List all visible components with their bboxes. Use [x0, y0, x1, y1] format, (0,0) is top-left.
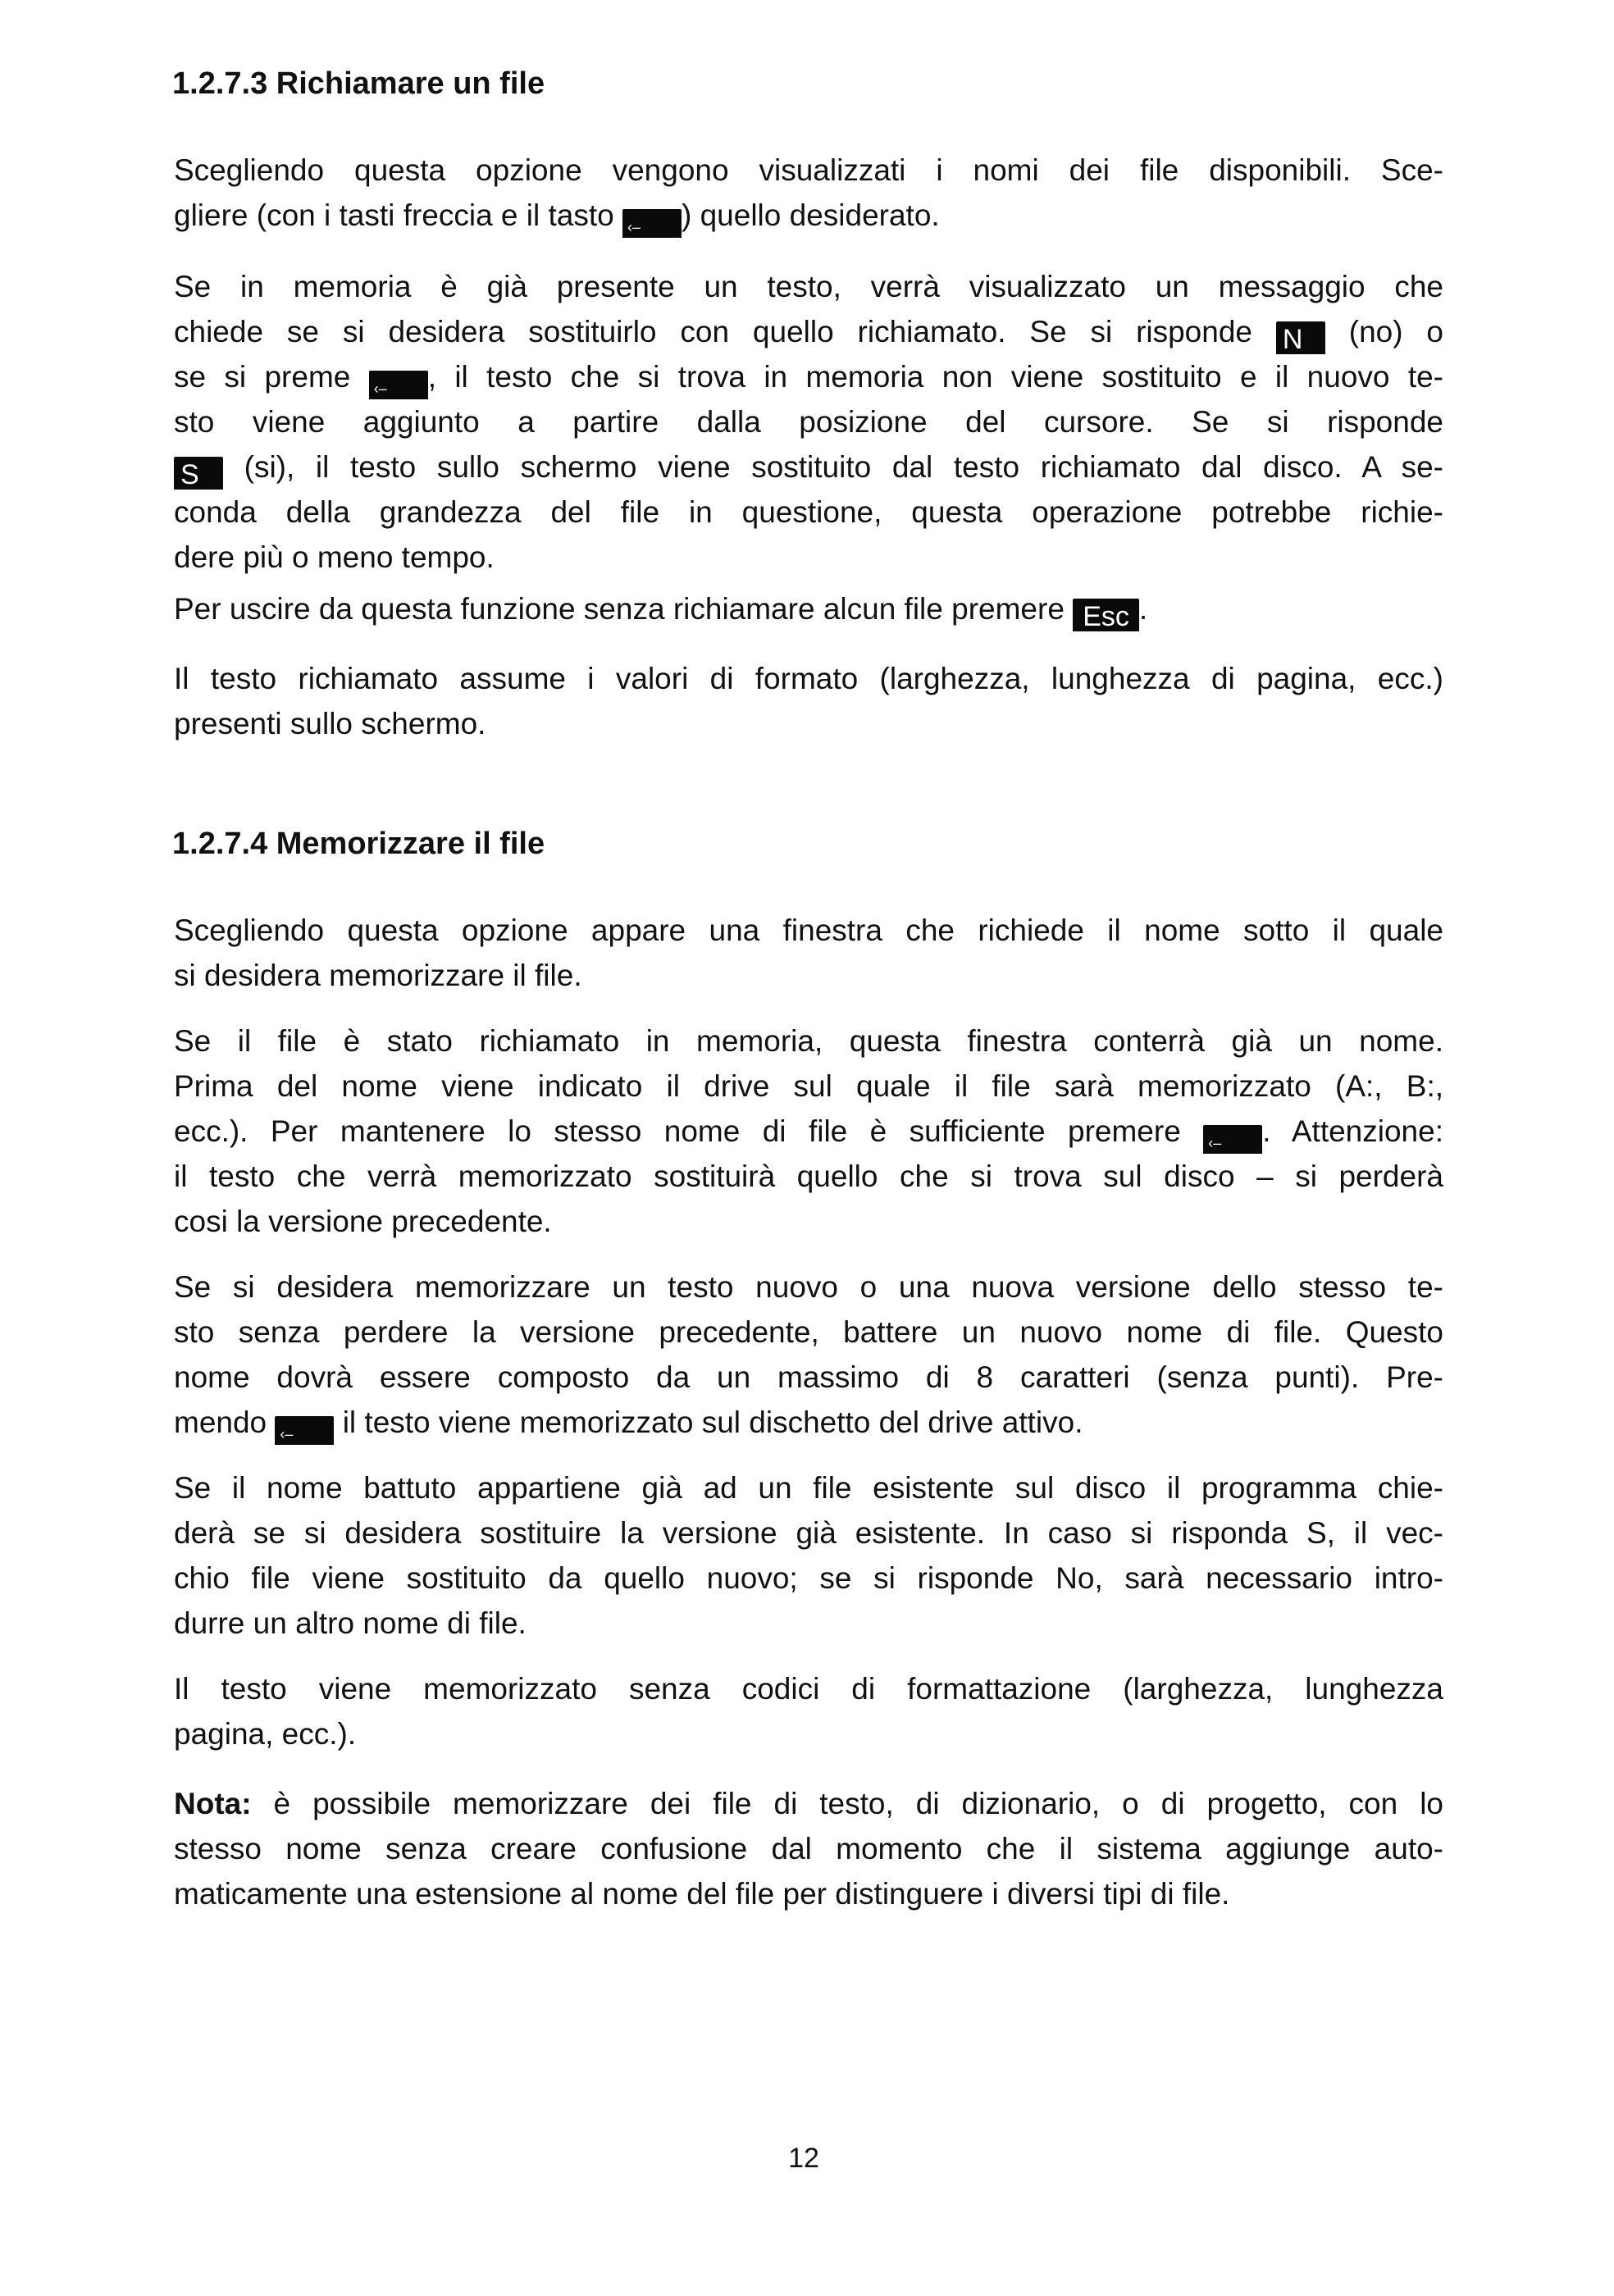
text-line — [174, 1781, 1443, 1826]
text-line: si desidera memorizzare il file. — [174, 959, 582, 992]
paragraph-memorizzare-format — [174, 1666, 1443, 1756]
text-fragment: Per uscire da questa funzione senza richiamare alcun file premere — [174, 592, 1074, 626]
paragraph-richiamare-format — [174, 656, 1443, 746]
enter-key-icon: ‹– — [369, 371, 428, 399]
text-fragment: (no) o — [1324, 315, 1443, 348]
page-number: 12 — [788, 2143, 819, 2174]
paragraph-richiamare-esc — [174, 586, 1443, 631]
paragraph-richiamare-intro — [174, 148, 1443, 238]
text-line: Se il file è stato richiamato in memoria, questa finestra conterrà già un nome. — [174, 1024, 1443, 1058]
text-line: il testo che verrà memorizzato sostituirà quello che si trova sul disco – si perderà — [174, 1159, 1443, 1193]
text-line — [174, 586, 1443, 631]
nota-label: Nota: — [174, 1787, 252, 1820]
text-line: sto senza perdere la versione precedente, battere un nuovo nome di file. Questo — [174, 1315, 1443, 1349]
text-line — [174, 444, 1443, 490]
section-heading-richiamare: 1.2.7.3 Richiamare un file — [172, 66, 545, 101]
enter-key-icon: ‹– — [622, 209, 682, 238]
paragraph-nota — [174, 1781, 1443, 1916]
text-fragment: (si), il testo sullo schermo viene sostituito dal testo richiamato dal disco. A se- — [223, 450, 1443, 484]
text-line: sto viene aggiunto a partire dalla posizione del cursore. Se si risponde — [174, 405, 1443, 439]
text-line: chio file viene sostituito da quello nuovo; se si risponde No, sarà necessario intro- — [174, 1561, 1443, 1595]
paragraph-memorizzare-overwrite — [174, 1465, 1443, 1646]
paragraph-memorizzare-new — [174, 1264, 1443, 1445]
text-fragment: . Attenzione: — [1262, 1114, 1443, 1148]
text-line: derà se si desidera sostituire la versione già esistente. In caso si risponda S, il vec- — [174, 1516, 1443, 1550]
text-fragment: se si preme — [174, 360, 369, 394]
text-line: Se si desidera memorizzare un testo nuovo o una nuova versione dello stesso te- — [174, 1270, 1443, 1304]
section-heading-memorizzare: 1.2.7.4 Memorizzare il file — [172, 827, 545, 861]
text-line: presenti sullo schermo. — [174, 707, 486, 740]
text-line — [174, 354, 1443, 399]
text-fragment: , il testo che si trova in memoria non viene sostituito e il nuovo te- — [427, 360, 1443, 394]
text-line — [174, 193, 1443, 238]
text-fragment: gliere (con i tasti freccia e il tasto — [174, 198, 622, 232]
text-line: Scegliendo questa opzione vengono visualizzati i nomi dei file disponibili. Sce- — [174, 153, 1443, 187]
text-line: pagina, ecc.). — [174, 1717, 357, 1751]
s-key-icon: S — [174, 457, 223, 490]
text-line: cosi la versione precedente. — [174, 1205, 552, 1238]
paragraph-memorizzare-existing — [174, 1018, 1443, 1244]
paragraph-richiamare-replace — [174, 264, 1443, 580]
text-line: Scegliendo questa opzione appare una finestra che richiede il nome sotto il quale — [174, 913, 1443, 947]
text-fragment: . — [1138, 592, 1148, 626]
text-line: conda della grandezza del file in questione, questa operazione potrebbe richie- — [174, 495, 1443, 529]
text-line: nome dovrà essere composto da un massimo di 8 caratteri (senza punti). Pre- — [174, 1360, 1443, 1394]
enter-key-icon: ‹– — [1203, 1125, 1262, 1154]
text-line: stesso nome senza creare confusione dal momento che il sistema aggiunge auto- — [174, 1832, 1443, 1866]
text-line — [174, 1109, 1443, 1154]
text-fragment: il testo viene memorizzato sul dischetto del drive attivo. — [334, 1405, 1083, 1439]
text-fragment: ) quello desiderato. — [682, 198, 940, 232]
text-fragment: è possibile memorizzare dei file di testo, di dizionario, o di progetto, con lo — [251, 1787, 1443, 1820]
enter-key-icon: ‹– — [275, 1416, 334, 1445]
text-line: Se il nome battuto appartiene già ad un file esistente sul disco il programma chie- — [174, 1471, 1443, 1505]
paragraph-memorizzare-intro — [174, 908, 1443, 998]
text-line: maticamente una estensione al nome del file per distinguere i diversi tipi di file. — [174, 1877, 1230, 1911]
text-line: dere più o meno tempo. — [174, 540, 495, 574]
esc-key-icon: Esc — [1073, 599, 1139, 631]
text-line: Il testo viene memorizzato senza codici di formattazione (larghezza, lunghezza — [174, 1672, 1443, 1706]
text-fragment: chiede se si desidera sostituirlo con quello richiamato. Se si risponde — [174, 315, 1276, 348]
text-line: Il testo richiamato assume i valori di formato (larghezza, lunghezza di pagina, ecc.) — [174, 662, 1443, 695]
n-key-icon: N — [1276, 321, 1325, 354]
text-fragment: ecc.). Per mantenere lo stesso nome di file è sufficiente premere — [174, 1114, 1204, 1148]
text-line — [174, 309, 1443, 354]
text-line — [174, 1400, 1443, 1445]
text-line: durre un altro nome di file. — [174, 1606, 527, 1640]
text-line: Se in memoria è già presente un testo, verrà visualizzato un messaggio che — [174, 270, 1443, 303]
text-fragment: mendo — [174, 1405, 276, 1439]
text-line: Prima del nome viene indicato il drive sul quale il file sarà memorizzato (A:, B:, — [174, 1069, 1443, 1103]
